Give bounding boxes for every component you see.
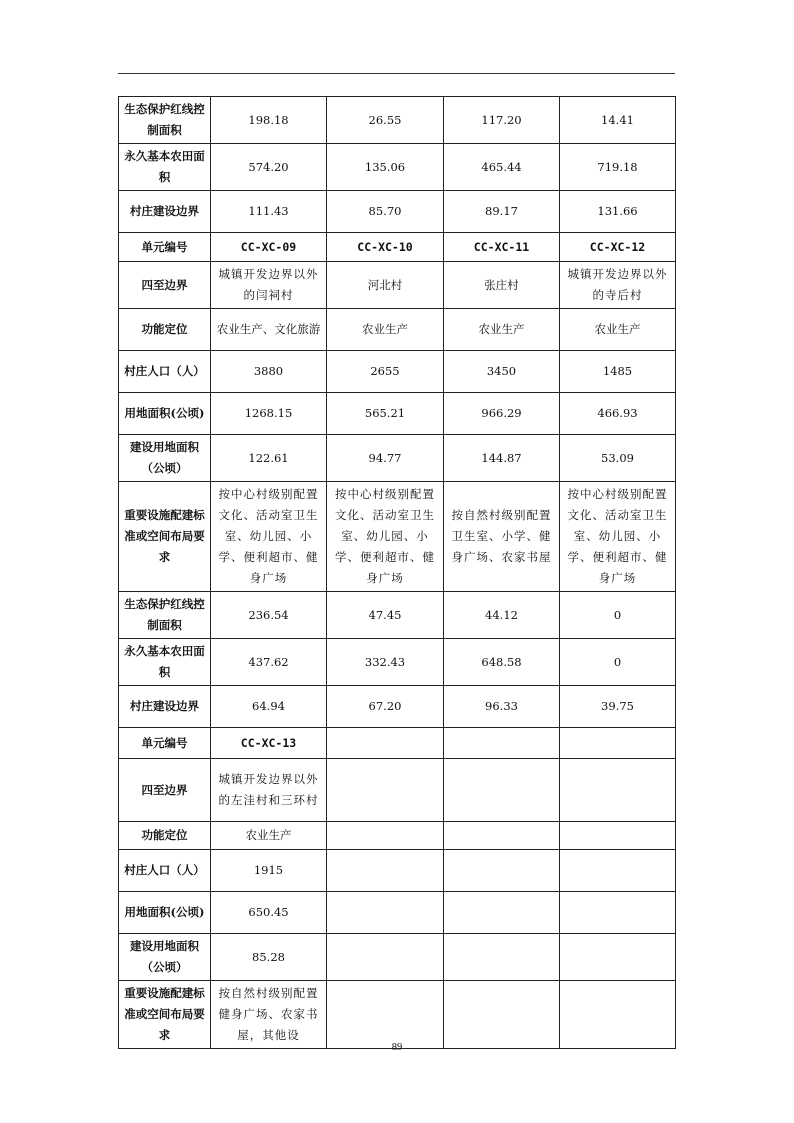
header-rule xyxy=(118,73,675,74)
table-cell xyxy=(444,728,560,759)
table-cell: 按中心村级别配置文化、活动室卫生室、幼儿园、小学、便利超市、健身广场 xyxy=(211,482,327,592)
table-cell: 236.54 xyxy=(211,592,327,639)
table-cell xyxy=(444,934,560,981)
table-cell: 135.06 xyxy=(327,144,444,191)
table-cell: 437.62 xyxy=(211,639,327,686)
table-cell: 47.45 xyxy=(327,592,444,639)
row-label: 村庄人口（人） xyxy=(119,850,211,892)
row-label: 重要设施配建标准或空间布局要求 xyxy=(119,482,211,592)
table-row xyxy=(119,393,676,435)
table-cell xyxy=(327,759,444,822)
row-label: 永久基本农田面积 xyxy=(119,639,211,686)
table-cell: 465.44 xyxy=(444,144,560,191)
table-cell: 565.21 xyxy=(327,393,444,435)
table-cell xyxy=(327,934,444,981)
row-label: 建设用地面积（公顷） xyxy=(119,435,211,482)
row-label: 四至边界 xyxy=(119,759,211,822)
table-cell: 574.20 xyxy=(211,144,327,191)
row-label: 单元编号 xyxy=(119,233,211,262)
table-cell: 122.61 xyxy=(211,435,327,482)
table-cell: 城镇开发边界以外的左洼村和三环村 xyxy=(211,759,327,822)
table-row xyxy=(119,892,676,934)
row-label: 建设用地面积（公顷） xyxy=(119,934,211,981)
table-cell: 1268.15 xyxy=(211,393,327,435)
table-cell: 466.93 xyxy=(560,393,676,435)
row-label: 村庄人口（人） xyxy=(119,351,211,393)
table-cell: 1485 xyxy=(560,351,676,393)
table-cell xyxy=(327,892,444,934)
table-cell: 85.70 xyxy=(327,191,444,233)
row-label: 四至边界 xyxy=(119,262,211,309)
unit-code: CC-XC-11 xyxy=(444,233,560,262)
row-label: 用地面积(公顷) xyxy=(119,393,211,435)
table-cell: 648.58 xyxy=(444,639,560,686)
table-row xyxy=(119,233,676,262)
table-cell: 按自然村级别配置卫生室、小学、健身广场、农家书屋 xyxy=(444,482,560,592)
table-cell: 131.66 xyxy=(560,191,676,233)
table-cell: 1915 xyxy=(211,850,327,892)
row-label: 功能定位 xyxy=(119,822,211,850)
table-cell: 农业生产、文化旅游 xyxy=(211,309,327,351)
table-cell: 53.09 xyxy=(560,435,676,482)
table-row xyxy=(119,822,676,850)
table-cell xyxy=(444,892,560,934)
table-cell xyxy=(560,728,676,759)
table-cell xyxy=(327,850,444,892)
table-cell: 河北村 xyxy=(327,262,444,309)
table-row xyxy=(119,482,676,592)
table-cell: 966.29 xyxy=(444,393,560,435)
table-cell: 0 xyxy=(560,639,676,686)
table-row xyxy=(119,686,676,728)
table-cell xyxy=(444,759,560,822)
table-cell: 650.45 xyxy=(211,892,327,934)
unit-code: CC-XC-12 xyxy=(560,233,676,262)
row-label: 单元编号 xyxy=(119,728,211,759)
table-row xyxy=(119,592,676,639)
table-cell: 城镇开发边界以外的寺后村 xyxy=(560,262,676,309)
table-row xyxy=(119,934,676,981)
row-label: 用地面积(公顷) xyxy=(119,892,211,934)
table-row xyxy=(119,728,676,759)
table-cell: 按中心村级别配置文化、活动室卫生室、幼儿园、小学、便利超市、健身广场 xyxy=(327,482,444,592)
table-cell: 39.75 xyxy=(560,686,676,728)
table-cell: 117.20 xyxy=(444,97,560,144)
table-row xyxy=(119,309,676,351)
table-cell: 农业生产 xyxy=(444,309,560,351)
table-cell: 719.18 xyxy=(560,144,676,191)
table-cell: 44.12 xyxy=(444,592,560,639)
table-cell: 89.17 xyxy=(444,191,560,233)
table-row xyxy=(119,981,676,1049)
table-row xyxy=(119,262,676,309)
table-cell xyxy=(560,822,676,850)
row-label: 功能定位 xyxy=(119,309,211,351)
table-cell xyxy=(560,850,676,892)
table-cell: 3450 xyxy=(444,351,560,393)
table-cell xyxy=(560,981,676,1049)
table-cell xyxy=(327,728,444,759)
table-cell: 111.43 xyxy=(211,191,327,233)
table-row xyxy=(119,351,676,393)
table-cell xyxy=(560,934,676,981)
row-label: 永久基本农田面积 xyxy=(119,144,211,191)
table-row xyxy=(119,97,676,144)
unit-code: CC-XC-09 xyxy=(211,233,327,262)
table-cell xyxy=(560,759,676,822)
table-cell xyxy=(560,892,676,934)
row-label: 村庄建设边界 xyxy=(119,686,211,728)
table-cell: 332.43 xyxy=(327,639,444,686)
table-cell: 94.77 xyxy=(327,435,444,482)
table-row xyxy=(119,850,676,892)
table-cell: 按自然村级别配置健身广场、农家书屋，其他设 xyxy=(211,981,327,1049)
row-label: 村庄建设边界 xyxy=(119,191,211,233)
table-cell: 2655 xyxy=(327,351,444,393)
unit-code: CC-XC-10 xyxy=(327,233,444,262)
table-row xyxy=(119,435,676,482)
page-number: 89 xyxy=(391,1042,403,1053)
row-label: 重要设施配建标准或空间布局要求 xyxy=(119,981,211,1049)
table-cell xyxy=(444,981,560,1049)
table-cell: 农业生产 xyxy=(560,309,676,351)
table-cell xyxy=(444,822,560,850)
table-cell: 按中心村级别配置文化、活动室卫生室、幼儿园、小学、便利超市、健身广场 xyxy=(560,482,676,592)
data-table xyxy=(118,96,676,1049)
table-row xyxy=(119,759,676,822)
table-cell: 农业生产 xyxy=(327,309,444,351)
table-cell: 张庄村 xyxy=(444,262,560,309)
table-cell: 67.20 xyxy=(327,686,444,728)
table-cell: 144.87 xyxy=(444,435,560,482)
table-cell xyxy=(327,981,444,1049)
unit-code: CC-XC-13 xyxy=(211,728,327,759)
table-cell: 3880 xyxy=(211,351,327,393)
table-cell: 198.18 xyxy=(211,97,327,144)
table-cell: 0 xyxy=(560,592,676,639)
table-cell xyxy=(444,850,560,892)
table-cell: 64.94 xyxy=(211,686,327,728)
table-cell: 农业生产 xyxy=(211,822,327,850)
table-row xyxy=(119,639,676,686)
table-cell xyxy=(327,822,444,850)
table-cell: 26.55 xyxy=(327,97,444,144)
table-row xyxy=(119,144,676,191)
table-cell: 城镇开发边界以外的闫祠村 xyxy=(211,262,327,309)
table-cell: 85.28 xyxy=(211,934,327,981)
row-label: 生态保护红线控制面积 xyxy=(119,97,211,144)
table-cell: 14.41 xyxy=(560,97,676,144)
table-cell: 96.33 xyxy=(444,686,560,728)
row-label: 生态保护红线控制面积 xyxy=(119,592,211,639)
table-row xyxy=(119,191,676,233)
